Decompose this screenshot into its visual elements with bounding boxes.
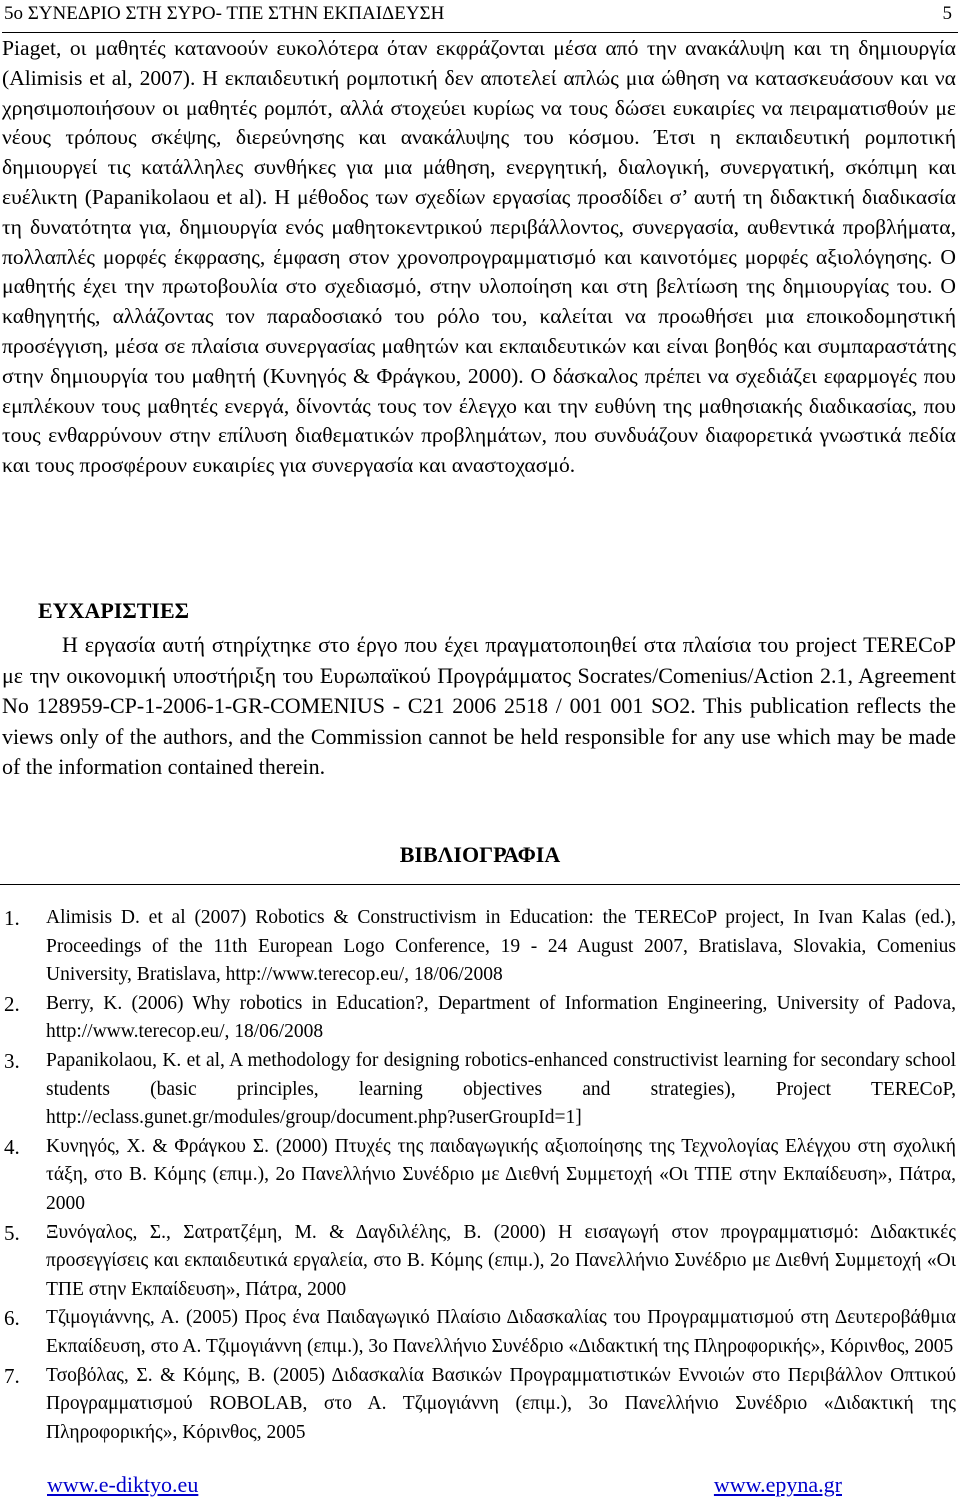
body-section — [2, 34, 956, 481]
page-header — [2, 0, 958, 33]
bibliography-heading: ΒΙΒΛΙΟΓΡΑΦΙΑ — [399, 842, 561, 867]
reference-text: Berry, K. (2006) Why robotics in Education?, Department of Information Engineering, University of Padova, http://www.terecop.eu/, 18/06/2008 — [46, 992, 956, 1043]
bibliography-divider — [0, 884, 960, 885]
acknowledgements-heading: ΕΥΧΑΡΙΣΤΙΕΣ — [38, 598, 190, 623]
reference-item — [0, 1362, 960, 1448]
reference-number: 4. — [4, 1134, 20, 1159]
reference-number: 5. — [4, 1220, 20, 1245]
page-footer — [0, 1472, 960, 1504]
reference-text: Papanikolaou, K. et al, A methodology for designing robotics-enhanced constructivist learning for secondary school students (basic principles, learning objectives and strategies), Project TERECoP, http://eclass.gunet.gr/modules/group/document.php?userGroupId=1] — [46, 1049, 956, 1129]
reference-number: 1. — [4, 906, 20, 930]
reference-list — [0, 904, 960, 1447]
page-number: 5 — [942, 3, 952, 24]
reference-text: Τζιμογιάννης, Α. (2005) Προς ένα Παιδαγωγικό Πλαίσιο Διδασκαλίας του Προγραμματισμού στη Δευτεροβάθμια Εκπαίδευση, στο Α. Τζιμογιάννη (επιμ.), 3ο Πανελλήνιο Συνέδριο «Διδακτική της Πληροφορικής», Κόρινθος, 2005 — [46, 1307, 956, 1357]
acknowledgements-paragraph: Η εργασία αυτή στηρίχτηκε στο έργο που έχει πραγματοποιηθεί στα πλαίσια του project TERECoP με την οικονομική υποστήριξη του Ευρωπαϊκού Προγράμματος Socrates/Comenius/Action 2.1, Agreement No 128959-CP-1-2006-1-GR-COMENIUS - C21 2006 2518 / 001 001 SO2. This publication reflects the views only of the authors, and the Commission cannot be held responsible for any use which may be made of the information contained therein. — [2, 632, 956, 779]
reference-text: Ξυνόγαλος, Σ., Σατρατζέμη, Μ. & Δαγδιλέλης, Β. (2000) Η εισαγωγή στον προγραμματισμό: Διδακτικές προσεγγίσεις και εκπαιδευτικά εργαλεία, στο Β. Κόμης (επιμ.), 2ο Πανελλήνιο Συνέδριο με Διεθνή Συμμετοχή «Οι ΤΠΕ στην Εκπαίδευση», Πάτρα, 2000 — [46, 1221, 956, 1300]
reference-number: 3. — [4, 1048, 20, 1073]
acknowledgements-section — [2, 630, 956, 783]
reference-text: Τσοβόλας, Σ. & Κόμης, Β. (2005) Διδασκαλία Βασικών Προγραμματιστικών Εννοιών στο Περιβάλλον Οπτικού Προγραμματισμού ROBOLAB, στο Α. Τζιμογιάννη (επιμ.), 3ο Πανελλήνιο Συνέδριο «Διδακτική της Πληροφορικής», Κόρινθος, 2005 — [46, 1364, 956, 1443]
footer-link-epyna[interactable]: www.epyna.gr — [713, 1472, 842, 1497]
reference-number: 6. — [4, 1306, 20, 1331]
reference-item — [0, 904, 960, 990]
footer-link-ediktyo[interactable]: www.e-diktyo.eu — [47, 1472, 199, 1497]
reference-item — [0, 1219, 960, 1305]
reference-text: Κυνηγός, Χ. & Φράγκου Σ. (2000) Πτυχές της παιδαγωγικής αξιοποίησης της Τεχνολογίας Ελέγχου στη σχολική τάξη, στο Β. Κόμης (επιμ.), 2ο Πανελλήνιο Συνέδριο με Διεθνή Συμμετοχή «Οι ΤΠΕ στην Εκπαίδευση», Πάτρα, 2000 — [46, 1135, 956, 1214]
reference-number: 2. — [4, 991, 20, 1016]
reference-item — [0, 1133, 960, 1219]
reference-text: Alimisis D. et al (2007) Robotics & Constructivism in Education: the TERECoP project, In Ivan Kalas (ed.), Proceedings of the 11th European Logo Conference, 19 - 24 August 2007, Bratislava, Slovakia, Comenius University, Bratislava, http://www.terecop.eu/, 18/06/2008 — [46, 907, 956, 986]
body-paragraph: Piaget, οι μαθητές κατανοούν ευκολότερα όταν εκφράζονται μέσα από την ανακάλυψη και τη δημιουργία (Alimisis et al, 2007). Η εκπαιδευτική ρομποτική δεν αποτελεί απλώς μια ώθηση να κατασκευάσουν και να χρησιμοποιήσουν οι μαθητές ρομπότ, αλλά στοχεύει κυρίως να τους δώσει ευκαιρίες να πειραματισθούν με νέους τρόπους σκέψης, διερεύνησης και ανακάλυψης του κόσμου. Έτσι η εκπαιδευτική ρομποτική δημιουργεί τις κατάλληλες συνθήκες για μια μάθηση, ενεργητική, διαλογική, συνεργατική, σκόπιμη και ευέλικτη (Papanikolaou et al). Η μέθοδος των σχεδίων εργασίας προσδίδει σ’ αυτή τη διδακτική διαδικασία τη δυνατότητα για, δημιουργία ενός μαθητοκεντρικού περιβάλλοντος, συνεργασία, αυθεντικά προβλήματα, πολλαπλές μορφές έκφρασης, έμφαση στον χρονοπρογραμματισμό και καινοτόμες μορφές αξιολόγησης. Ο μαθητής έχει την πρωτοβουλία στο σχεδιασμό, στην υλοποίηση και στη βελτίωση της δημιουργίας του. Ο καθηγητής, αλλάζοντας τον παραδοσιακό του ρόλο του, καλείται να προωθήσει μια εποικοδομηστική προσέγγιση, μέσα σε πλαίσια συνεργασίας μαθητών και εκπαιδευτικών και είναι βοηθός και συμπαραστάτης στην δημιουργία του μαθητή (Κυνηγός & Φράγκου, 2000). Ο δάσκαλος πρέπει να σχεδιάζει εφαρμογές που εμπλέκουν τους μαθητές ενεργά, δίνοντάς τους τον έλεγχο και την ευθύνη της μαθησιακής διαδικασίας, που τους ενθαρρύνουν στην επίλυση διαθεματικών προβλημάτων, που συνδυάζουν διαφορετικά γνωστικά πεδία και τους προσφέρουν ευκαιρίες για συνεργασία και αναστοχασμό. — [2, 36, 956, 478]
reference-item — [0, 990, 960, 1047]
reference-item — [0, 1304, 960, 1361]
reference-number: 7. — [4, 1363, 20, 1388]
reference-item — [0, 1047, 960, 1133]
header-title: 5ο ΣΥΝΕΔΡΙΟ ΣΤΗ ΣΥΡΟ- ΤΠΕ ΣΤΗΝ ΕΚΠΑΙΔΕΥΣΗ — [4, 3, 445, 24]
